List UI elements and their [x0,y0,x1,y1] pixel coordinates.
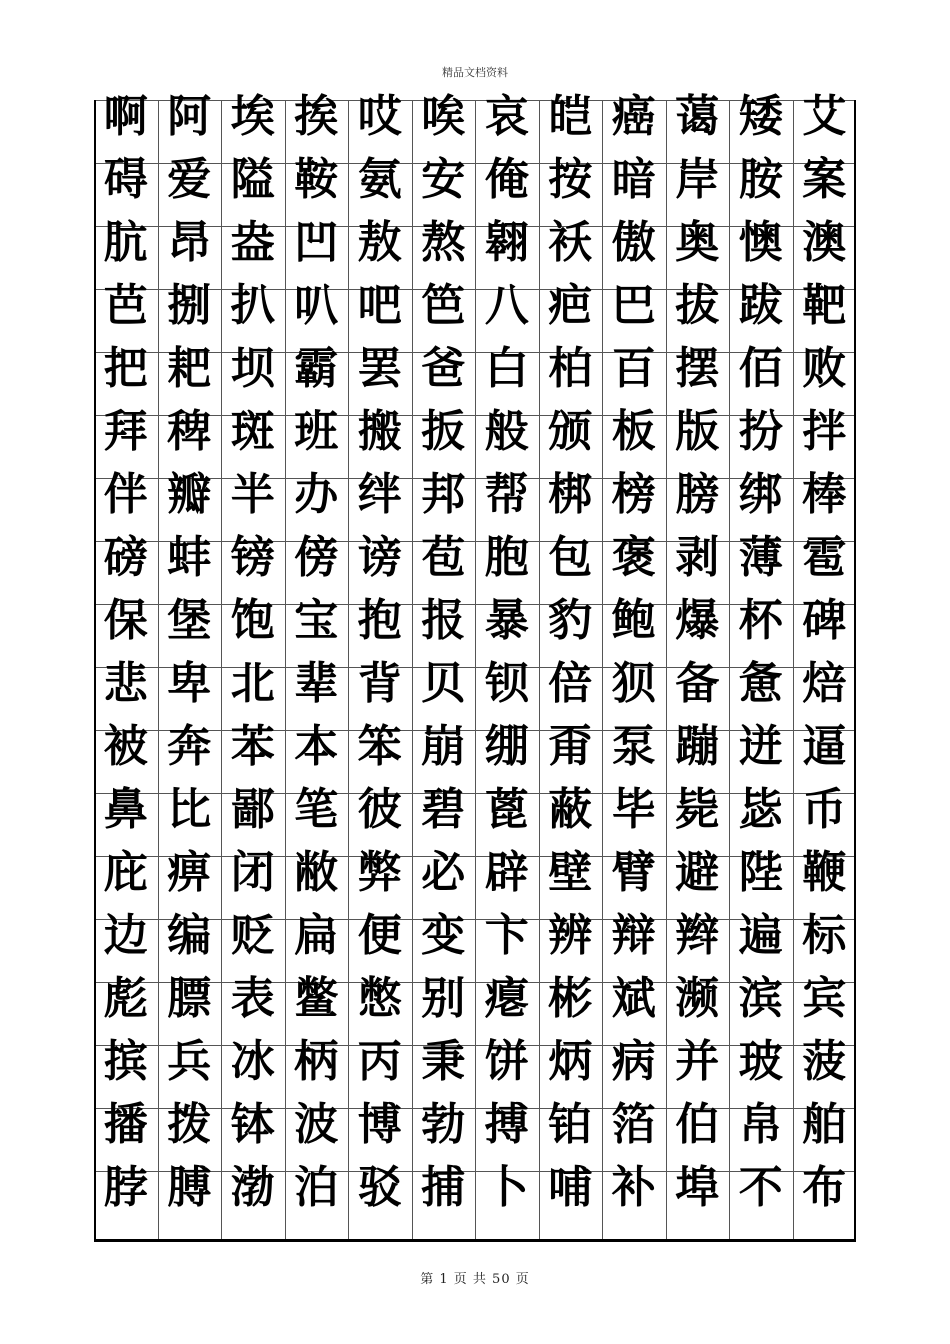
character-cell: 标 [802,910,847,961]
character-cell: 帮 [484,469,529,520]
character-cell: 霸 [294,343,339,394]
character-cell: 弊 [357,847,402,898]
character-cell: 被 [103,721,148,772]
character-cell: 蚌 [167,532,212,583]
character-cell: 苞 [421,532,466,583]
character-cell: 并 [675,1036,720,1087]
character-cell: 岸 [675,154,720,205]
character-cell: 闭 [230,847,275,898]
character-cell: 暴 [484,595,529,646]
character-cell: 笔 [294,784,339,835]
character-cell: 卞 [484,910,529,961]
character-cell: 辩 [611,910,656,961]
character-cell: 炳 [548,1036,593,1087]
character-cell: 巴 [611,280,656,331]
character-cell: 肮 [103,217,148,268]
character-cell: 卑 [167,658,212,709]
character-cell: 避 [675,847,720,898]
character-cell: 铂 [548,1099,593,1150]
character-cell: 辟 [484,847,529,898]
character-cell: 哀 [484,91,529,142]
character-cell: 饱 [230,595,275,646]
character-cell: 按 [548,154,593,205]
character-cell: 昂 [167,217,212,268]
character-cell: 辫 [675,910,720,961]
character-cell: 碑 [802,595,847,646]
character-cell: 憋 [357,973,402,1024]
character-cell: 毖 [738,784,783,835]
character-cell: 焙 [802,658,847,709]
character-cell: 安 [421,154,466,205]
character-cell: 梆 [548,469,593,520]
character-cell: 便 [357,910,402,961]
character-cell: 悲 [103,658,148,709]
character-cell: 跋 [738,280,783,331]
character-cell: 鲍 [611,595,656,646]
character-cell: 鳖 [294,973,339,1024]
character-cell: 邦 [421,469,466,520]
character-cell: 背 [357,658,402,709]
character-cell: 北 [230,658,275,709]
character-cell: 辈 [294,658,339,709]
character-cell: 柏 [548,343,593,394]
character-cell: 爸 [421,343,466,394]
character-cell: 挨 [294,91,339,142]
character-cell: 埃 [230,91,275,142]
character-cell: 哎 [357,91,402,142]
page-header: 精品文档资料 [442,66,508,79]
character-cell: 勃 [421,1099,466,1150]
character-cell: 布 [802,1162,847,1213]
character-cell: 贝 [421,658,466,709]
character-cell: 伯 [675,1099,720,1150]
character-cell: 八 [484,280,529,331]
character-cell: 冰 [230,1036,275,1087]
character-cell: 膊 [167,1162,212,1213]
character-cell: 吧 [357,280,402,331]
character-cell: 稗 [167,406,212,457]
character-cell: 逼 [802,721,847,772]
character-cell: 谤 [357,532,402,583]
character-cell: 甭 [548,721,593,772]
character-cell: 柄 [294,1036,339,1087]
character-cell: 不 [738,1162,783,1213]
character-cell: 傲 [611,217,656,268]
character-cell: 镑 [230,532,275,583]
character-cell: 叭 [294,280,339,331]
character-cell: 壁 [548,847,593,898]
character-cell: 斑 [230,406,275,457]
character-cell: 斌 [611,973,656,1024]
character-cell: 碧 [421,784,466,835]
character-cell: 板 [611,406,656,457]
character-cell: 豹 [548,595,593,646]
character-cell: 舶 [802,1099,847,1150]
character-cell: 拨 [167,1099,212,1150]
character-cell: 博 [357,1099,402,1150]
character-cell: 箔 [611,1099,656,1150]
character-cell: 钵 [230,1099,275,1150]
character-cell: 陛 [738,847,783,898]
character-cell: 苯 [230,721,275,772]
character-cell: 爆 [675,595,720,646]
character-cell: 袄 [548,217,593,268]
character-cell: 办 [294,469,339,520]
character-cell: 奔 [167,721,212,772]
character-cell: 薄 [738,532,783,583]
character-cell: 彼 [357,784,402,835]
character-cell: 扁 [294,910,339,961]
character-cell: 崩 [421,721,466,772]
character-cell: 艾 [802,91,847,142]
character-cell: 帛 [738,1099,783,1150]
character-cell: 庇 [103,847,148,898]
character-cell: 辨 [548,910,593,961]
character-cell: 菠 [802,1036,847,1087]
character-cell: 编 [167,910,212,961]
character-cell: 拌 [802,406,847,457]
character-cell: 坝 [230,343,275,394]
character-cell: 隘 [230,154,275,205]
character-cell: 遍 [738,910,783,961]
character-cell: 瓣 [167,469,212,520]
character-cell: 脖 [103,1162,148,1213]
character-cell: 剥 [675,532,720,583]
character-cell: 秉 [421,1036,466,1087]
character-cell: 包 [548,532,593,583]
character-cell: 宝 [294,595,339,646]
character-cell: 本 [294,721,339,772]
character-cell: 芭 [103,280,148,331]
character-cell: 鞭 [802,847,847,898]
character-cell: 懊 [738,217,783,268]
character-cell: 卜 [484,1162,529,1213]
character-cell: 必 [421,847,466,898]
character-cell: 病 [611,1036,656,1087]
character-cell: 鼻 [103,784,148,835]
character-cell: 玻 [738,1036,783,1087]
character-cell: 变 [421,910,466,961]
character-cell: 堡 [167,595,212,646]
character-cell: 哺 [548,1162,593,1213]
character-cell: 钡 [484,658,529,709]
character-cell: 捌 [167,280,212,331]
character-cell: 啊 [103,91,148,142]
character-cell: 奥 [675,217,720,268]
character-cell: 皑 [548,91,593,142]
character-cell: 狈 [611,658,656,709]
character-cell: 佰 [738,343,783,394]
character-cell: 币 [802,784,847,835]
character-cell: 倍 [548,658,593,709]
character-cell: 瘪 [484,973,529,1024]
character-cell: 保 [103,595,148,646]
character-cell: 膀 [675,469,720,520]
character-cell: 俺 [484,154,529,205]
character-cell: 棒 [802,469,847,520]
character-cell: 拜 [103,406,148,457]
character-cell: 滨 [738,973,783,1024]
character-cell: 鄙 [230,784,275,835]
character-cell: 磅 [103,532,148,583]
character-cell: 敖 [357,217,402,268]
character-cell: 般 [484,406,529,457]
character-cell: 彬 [548,973,593,1024]
character-cell: 把 [103,343,148,394]
character-cell: 癌 [611,91,656,142]
character-cell: 绑 [738,469,783,520]
character-cell: 扳 [421,406,466,457]
page-footer: 第 1 页 共 50 页 [420,1272,530,1287]
character-cell: 渤 [230,1162,275,1213]
character-cell: 毕 [611,784,656,835]
character-cell: 傍 [294,532,339,583]
character-cell: 痹 [167,847,212,898]
character-cell: 毙 [675,784,720,835]
character-cell: 摈 [103,1036,148,1087]
character-cell: 驳 [357,1162,402,1213]
character-cell: 泊 [294,1162,339,1213]
character-cell: 碍 [103,154,148,205]
character-cell: 别 [421,973,466,1024]
character-cell: 笨 [357,721,402,772]
character-cell: 白 [484,343,529,394]
character-cell: 阿 [167,91,212,142]
character-cell: 笆 [421,280,466,331]
character-cell: 饼 [484,1036,529,1087]
calligraphy-practice-sheet [94,91,856,1242]
character-cell: 绊 [357,469,402,520]
character-cell: 杯 [738,595,783,646]
character-cell: 罢 [357,343,402,394]
character-cell: 唉 [421,91,466,142]
character-cell: 播 [103,1099,148,1150]
character-cell: 埠 [675,1162,720,1213]
character-cell: 迸 [738,721,783,772]
character-cell: 惫 [738,658,783,709]
character-cell: 敝 [294,847,339,898]
character-cell: 补 [611,1162,656,1213]
character-cell: 绷 [484,721,529,772]
character-cell: 盎 [230,217,275,268]
character-cell: 澳 [802,217,847,268]
character-cell: 翱 [484,217,529,268]
character-cell: 蔽 [548,784,593,835]
character-cell: 边 [103,910,148,961]
character-cell: 鞍 [294,154,339,205]
character-cell: 报 [421,595,466,646]
character-cell: 比 [167,784,212,835]
character-cell: 臂 [611,847,656,898]
character-cell: 褒 [611,532,656,583]
character-cell: 败 [802,343,847,394]
character-cell: 爱 [167,154,212,205]
character-cell: 榜 [611,469,656,520]
character-cell: 贬 [230,910,275,961]
character-cell: 丙 [357,1036,402,1087]
character-cell: 备 [675,658,720,709]
character-cell: 波 [294,1099,339,1150]
character-cell: 伴 [103,469,148,520]
sheet-right-border [854,100,856,1242]
character-cell: 凹 [294,217,339,268]
character-cell: 蹦 [675,721,720,772]
character-cell: 摆 [675,343,720,394]
character-cell: 颁 [548,406,593,457]
character-cell: 宾 [802,973,847,1024]
character-cell: 拔 [675,280,720,331]
sheet-left-border [94,100,96,1242]
character-cell: 班 [294,406,339,457]
character-cell: 扮 [738,406,783,457]
character-cell: 矮 [738,91,783,142]
character-cell: 搏 [484,1099,529,1150]
character-cell: 表 [230,973,275,1024]
character-cell: 雹 [802,532,847,583]
character-cell: 暗 [611,154,656,205]
character-grid [94,91,856,1234]
character-cell: 胞 [484,532,529,583]
sheet-bottom-border [94,1239,856,1242]
character-cell: 氨 [357,154,402,205]
character-cell: 兵 [167,1036,212,1087]
character-cell: 疤 [548,280,593,331]
character-cell: 蓖 [484,784,529,835]
character-cell: 蔼 [675,91,720,142]
character-cell: 彪 [103,973,148,1024]
character-cell: 案 [802,154,847,205]
character-cell: 膘 [167,973,212,1024]
character-cell: 扒 [230,280,275,331]
character-cell: 百 [611,343,656,394]
character-cell: 濒 [675,973,720,1024]
character-cell: 捕 [421,1162,466,1213]
character-cell: 胺 [738,154,783,205]
character-cell: 抱 [357,595,402,646]
character-cell: 搬 [357,406,402,457]
character-cell: 耙 [167,343,212,394]
character-cell: 版 [675,406,720,457]
character-cell: 熬 [421,217,466,268]
character-cell: 半 [230,469,275,520]
character-cell: 泵 [611,721,656,772]
character-cell: 靶 [802,280,847,331]
